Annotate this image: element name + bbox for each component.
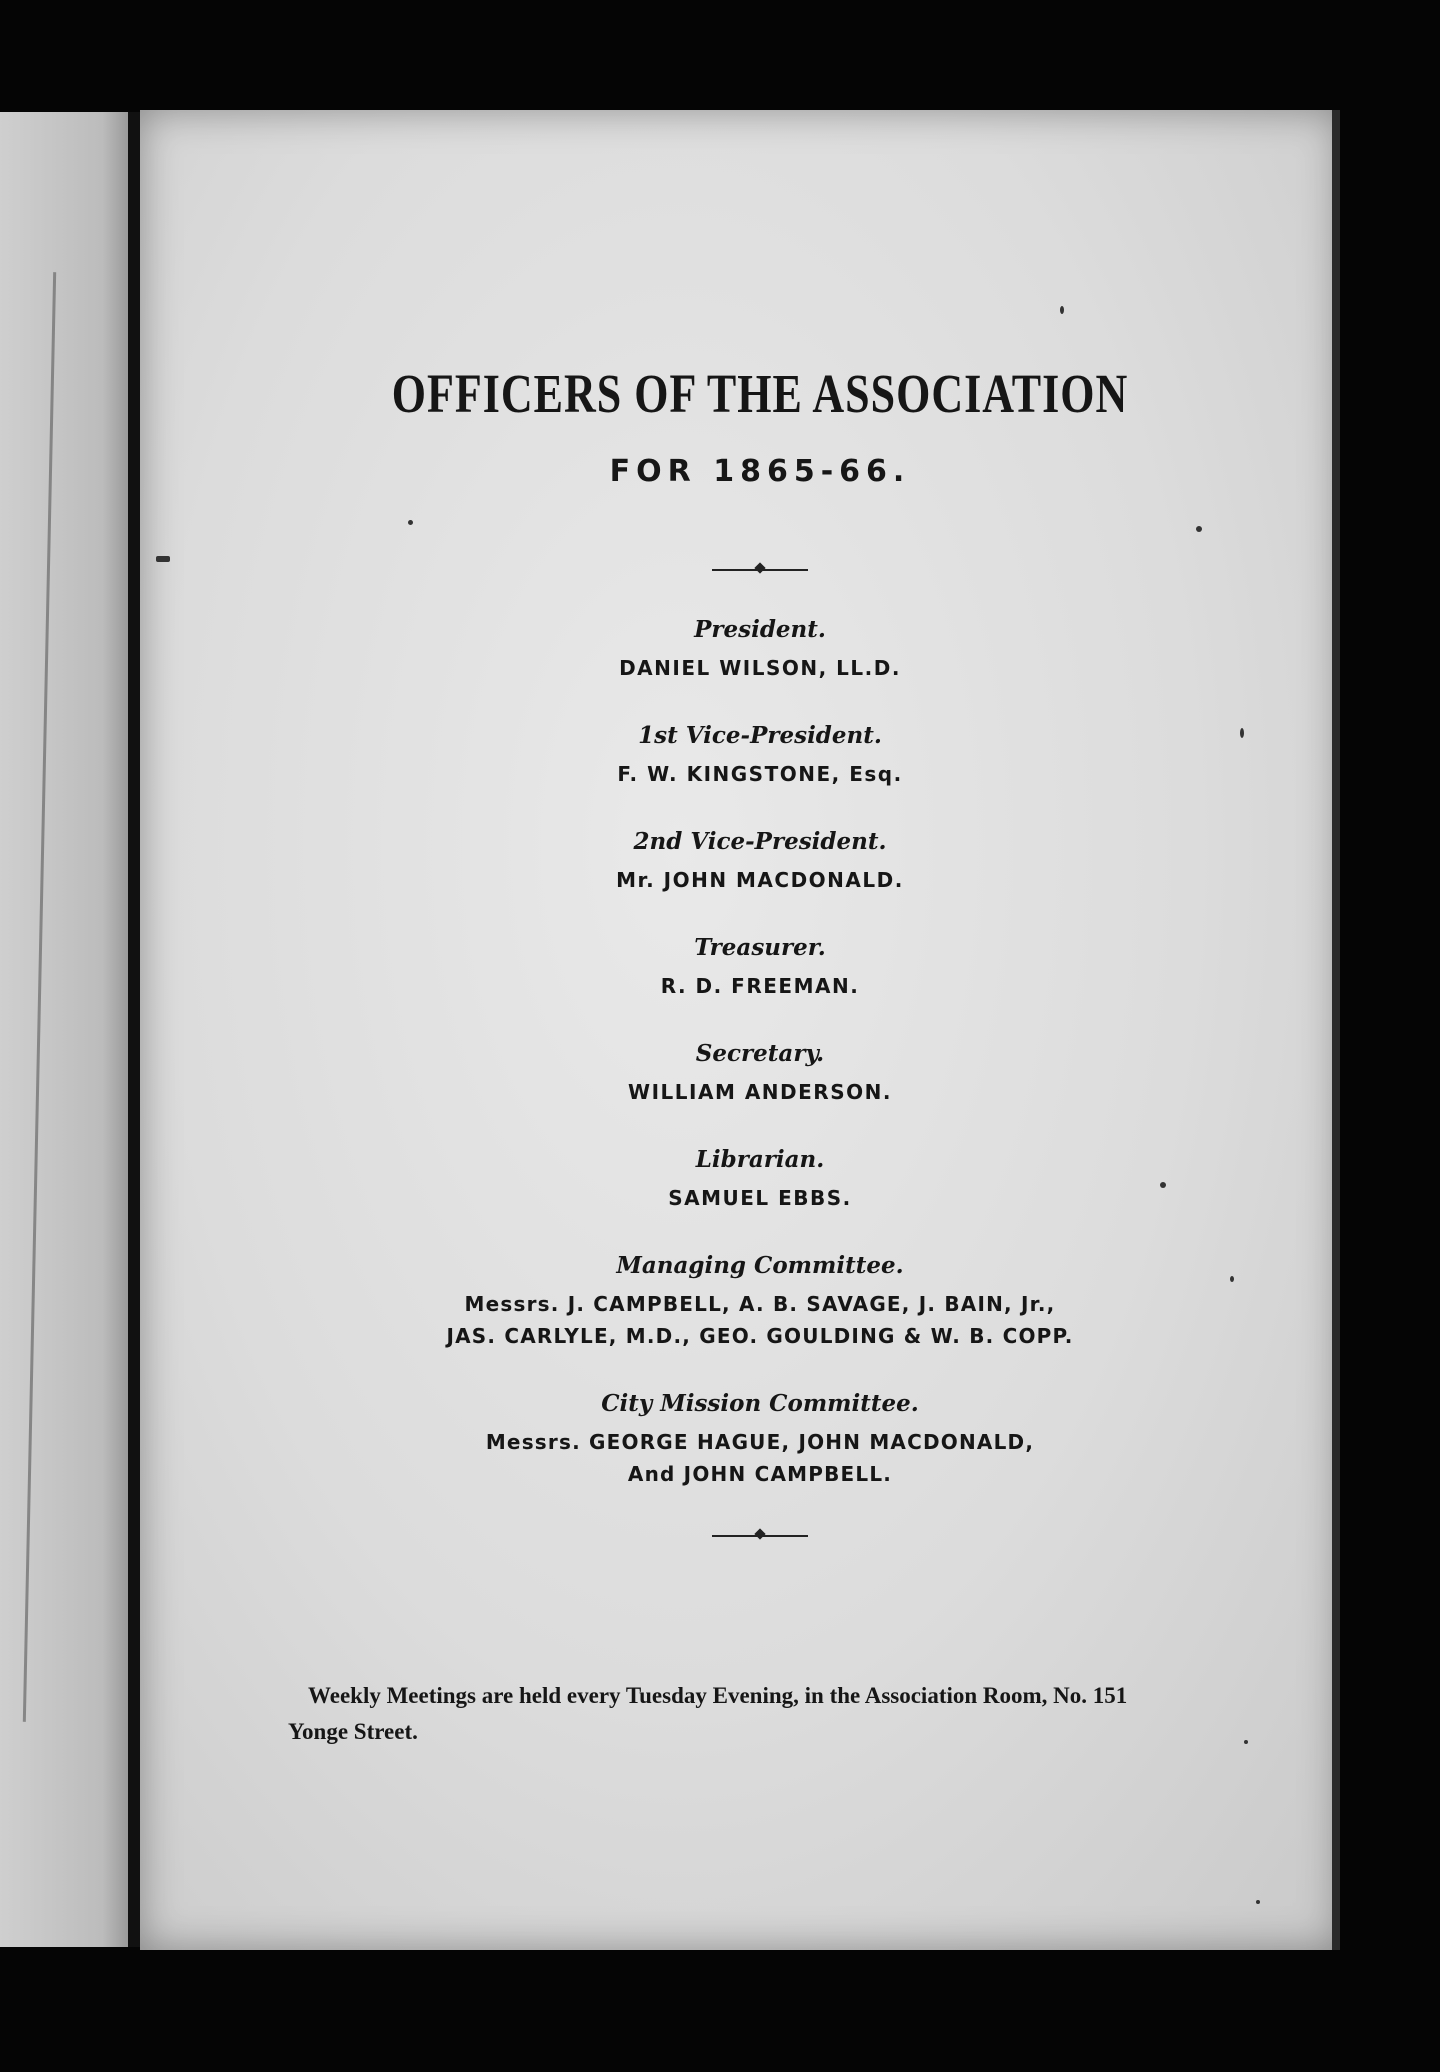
role-city-mission-committee: City Mission Committee. [601, 1390, 919, 1417]
role-secretary: Secretary. [695, 1040, 825, 1067]
name-president: DANIEL WILSON, LL.D. [619, 656, 901, 680]
city-mission-line-1: Messrs. GEORGE HAGUE, JOHN MACDONALD, [485, 1430, 1035, 1454]
page-edge-line [23, 272, 56, 1722]
dust-speck [1060, 306, 1064, 314]
ornament-divider-top [140, 558, 1380, 576]
dust-speck [1196, 526, 1202, 532]
dust-speck [156, 556, 170, 562]
role-treasurer: Treasurer. [694, 934, 826, 961]
page-subtitle: FOR 1865-66. [609, 454, 911, 489]
page-title: OFFICERS OF THE ASSOCIATION [391, 363, 1129, 425]
document-page [140, 110, 1340, 1950]
name-first-vice-president: F. W. KINGSTONE, Esq. [617, 762, 903, 786]
role-first-vice-president: 1st Vice-President. [638, 722, 882, 749]
managing-committee-line-2: JAS. CARLYLE, M.D., GEO. GOULDING & W. B. COPP. [446, 1324, 1074, 1348]
role-librarian: Librarian. [695, 1146, 825, 1173]
role-second-vice-president: 2nd Vice-President. [633, 828, 887, 855]
name-second-vice-president: Mr. JOHN MACDONALD. [616, 868, 904, 892]
adjacent-page-edge [0, 112, 128, 1947]
name-secretary: WILLIAM ANDERSON. [628, 1080, 892, 1104]
city-mission-line-2: And JOHN CAMPBELL. [627, 1462, 893, 1486]
managing-committee-line-1: Messrs. J. CAMPBELL, A. B. SAVAGE, J. BAIN, Jr., [464, 1292, 1056, 1316]
meeting-note: Weekly Meetings are held every Tuesday Evening, in the Association Room, No. 151 Yonge Street. [288, 1683, 1128, 1744]
dust-speck [1230, 1276, 1234, 1282]
dust-speck [1244, 1740, 1248, 1744]
dust-speck [408, 520, 413, 525]
role-managing-committee: Managing Committee. [616, 1252, 904, 1279]
ornament-divider-bottom [140, 1524, 1380, 1542]
role-president: President. [694, 616, 826, 643]
name-treasurer: R. D. FREEMAN. [660, 974, 860, 998]
dust-speck [1160, 1182, 1166, 1188]
name-librarian: SAMUEL EBBS. [668, 1186, 852, 1210]
book-spine-gutter [128, 112, 140, 1947]
dust-speck [1256, 1900, 1260, 1904]
dust-speck [1240, 728, 1244, 738]
